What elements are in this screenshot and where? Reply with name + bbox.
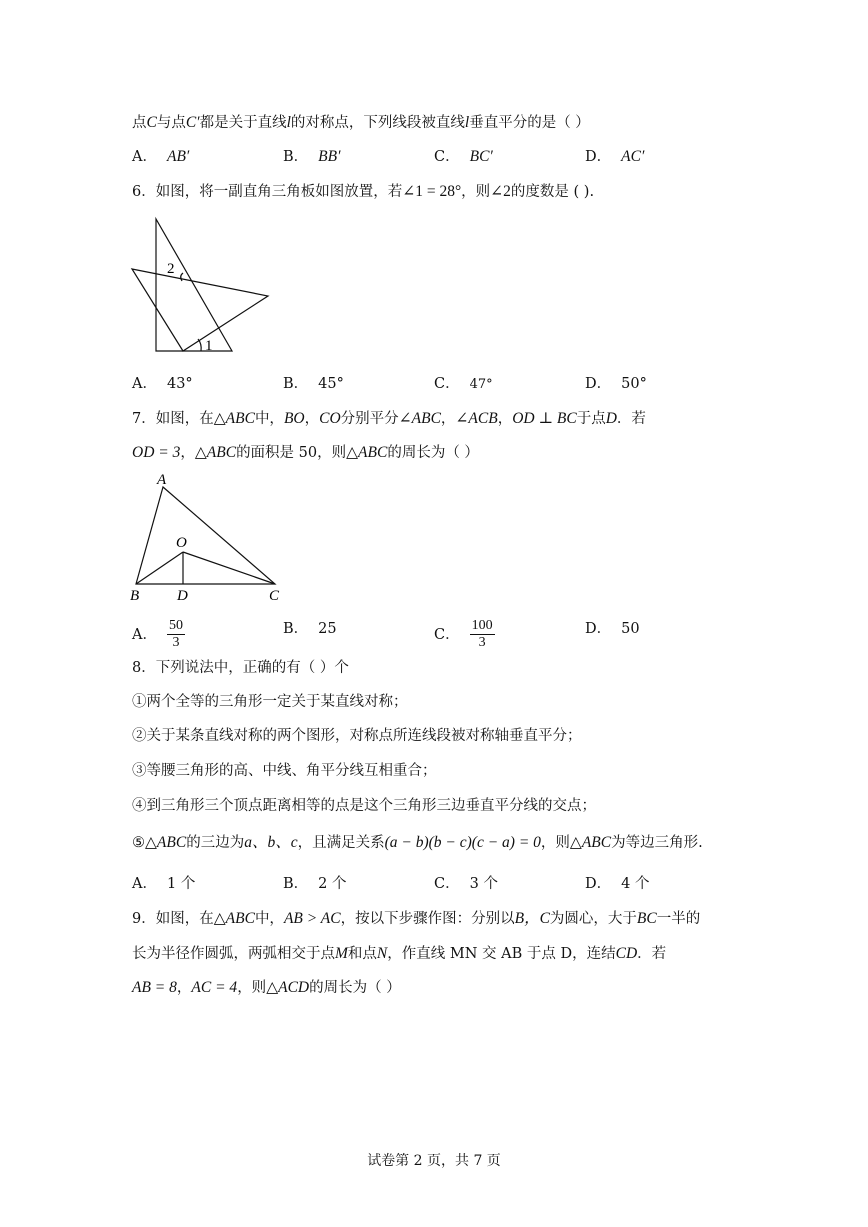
q9-stem-line2: 长为半径作圆弧，两弧相交于点M和点N，作直线 MN 交 AB 于点 D，连结CD．若	[132, 945, 667, 962]
q5-option-a[interactable]: A． AB′	[132, 148, 190, 165]
q8-stem: 8．下列说法中，正确的有（ ）个	[132, 660, 349, 676]
q8-option-b[interactable]: B． 2 个	[283, 876, 347, 892]
q7-stem-line2: OD = 3，△ABC的面积是 50，则△ABC的周长为（ ）	[132, 444, 479, 461]
q7-segment-co	[183, 552, 275, 584]
q7-option-a[interactable]: A． $\frac{50}{3}$	[132, 618, 183, 650]
q7-label-c: C	[269, 588, 280, 604]
q9-stem-line3: AB = 8，AC = 4，则△ACD的周长为（ ）	[132, 979, 401, 996]
q7-label-a: A	[157, 472, 167, 488]
q6-set-square	[132, 269, 268, 351]
q7-option-b[interactable]: B． 25	[283, 621, 337, 637]
q7-label-o: O	[176, 535, 187, 551]
q7-stem-line1: 7．如图，在△ABC中，BO，CO分别平分∠ABC，∠ACB，OD ⊥ BC于点D．若	[132, 410, 646, 427]
q8-option-a[interactable]: A． 1 个	[132, 876, 196, 892]
q7-label-d: D	[177, 588, 188, 604]
q6-figure	[125, 210, 285, 360]
q6-option-c[interactable]: C． 47°	[434, 376, 493, 392]
q9-stem-line1: 9．如图，在△ABC中，AB > AC，按以下步骤作图：分别以B，C为圆心，大于BC一半的	[132, 910, 701, 927]
q7-figure	[125, 466, 295, 606]
q7-option-c-fraction: $\frac{100}{3}$	[471, 618, 493, 650]
q8-item-3: ③等腰三角形的高、中线、角平分线互相重合；	[132, 763, 437, 779]
q8-item-1: ①两个全等的三角形一定关于某直线对称；	[132, 694, 408, 710]
q6-stem: 6．如图，将一副直角三角板如图放置，若∠1 = 28°，则∠2的度数是 ( ).	[132, 183, 595, 200]
q6-angle2-label: 2	[167, 261, 175, 277]
q8-item-4: ④到三角形三个顶点距离相等的点是这个三角形三边垂直平分线的交点；	[132, 798, 596, 814]
q5-option-c[interactable]: C． BC′	[434, 148, 493, 165]
q6-option-b[interactable]: B． 45°	[283, 376, 344, 392]
q5-option-b[interactable]: B． BB′	[283, 148, 341, 165]
q8-item-2: ②关于某条直线对称的两个图形，对称点所连线段被对称轴垂直平分；	[132, 728, 582, 744]
q6-angle1-label: 1	[205, 338, 213, 354]
q6-option-a[interactable]: A． 43°	[132, 376, 193, 392]
q6-angle2-arc	[181, 273, 183, 281]
q7-option-c[interactable]: C． $\frac{100}{3}$	[434, 618, 493, 650]
q6-option-d[interactable]: D． 50°	[585, 376, 647, 392]
q8-item-5: ⑤△ABC的三边为a、b、c，且满足关系(a − b)(b − c)(c − a) = 0，则△ABC为等边三角形.	[132, 834, 703, 851]
q6-right-triangle	[156, 219, 232, 351]
q5-stem: 点C与点C′都是关于直线l的对称点，下列线段被直线l垂直平分的是（ ）	[132, 114, 590, 131]
q7-label-b: B	[130, 588, 140, 604]
q5-option-d[interactable]: D． AC′	[585, 148, 645, 165]
page-footer: 试卷第 2 页，共 7 页	[367, 1153, 501, 1169]
q7-option-a-fraction: $\frac{50}{3}$	[168, 618, 183, 650]
q7-option-d[interactable]: D． 50	[585, 621, 640, 637]
q8-option-d[interactable]: D． 4 个	[585, 876, 650, 892]
q8-option-c[interactable]: C． 3 个	[434, 876, 498, 892]
